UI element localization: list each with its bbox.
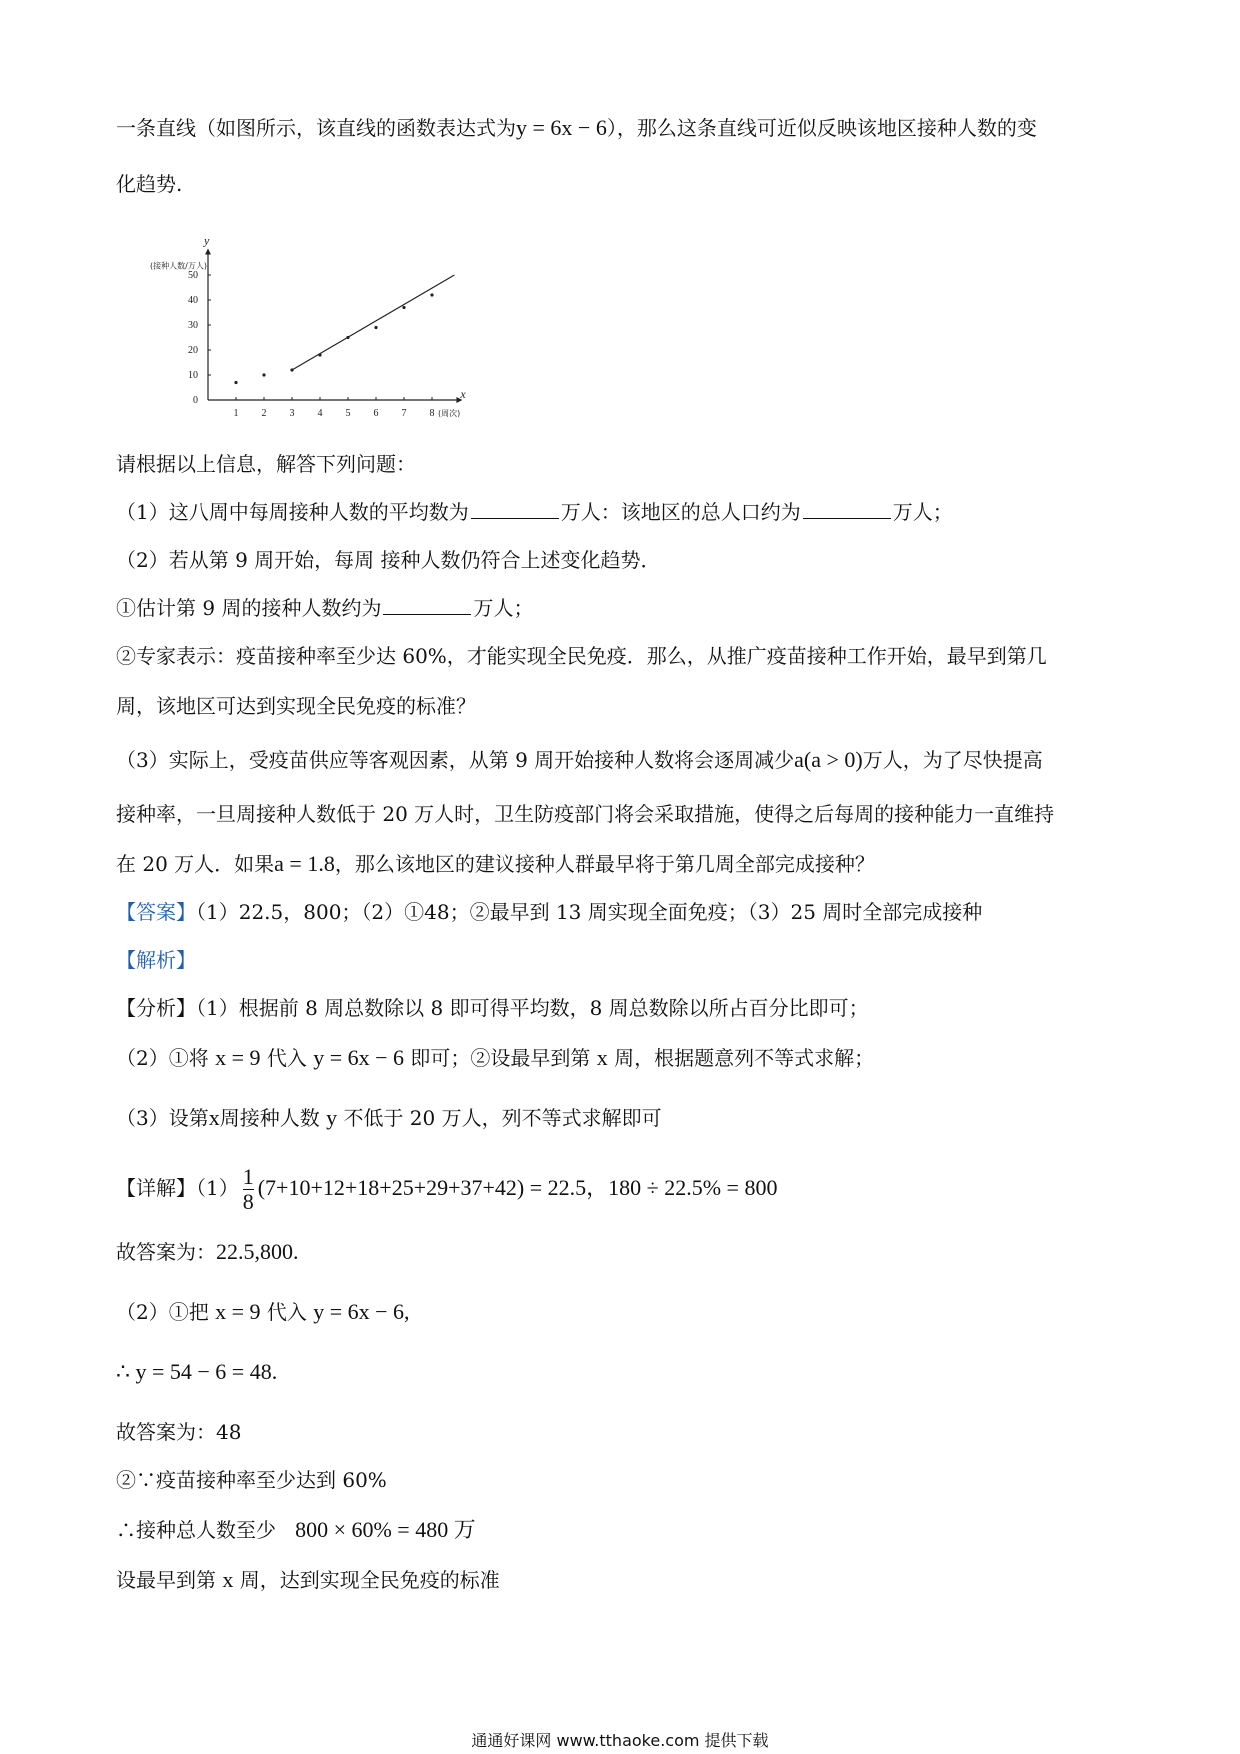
text: 不低于 20 万人，列不等式求解即可	[343, 1106, 662, 1130]
x-tick-label: 6	[373, 408, 379, 419]
answer-blank	[383, 596, 471, 615]
detail-answer-1	[116, 1240, 299, 1264]
text: 周接种人数	[219, 1106, 320, 1130]
text: 万人；	[892, 500, 953, 524]
question-2-2a: ②专家表示：疫苗接种率至少达 60%，才能实现全民免疫．那么，从推广疫苗接种工作开始，最早到第几	[116, 644, 1047, 668]
y-tick-label: 20	[188, 345, 198, 356]
formula: x	[208, 1105, 220, 1130]
question-2-2b: 周，该地区可达到实现全民免疫的标准？	[116, 694, 476, 718]
formula: x = 9	[215, 1045, 261, 1070]
text: （3）设第	[116, 1106, 209, 1130]
question-1	[116, 500, 953, 524]
x-tick-label: 3	[289, 408, 295, 419]
y-axis-name: y	[204, 233, 210, 248]
y-tick-label: 50	[188, 270, 198, 281]
analysis-2	[116, 1046, 874, 1070]
detail-1	[116, 1158, 777, 1218]
text: ∴接种总人数至少	[116, 1518, 276, 1542]
formula: y = 6x − 6	[313, 1045, 405, 1070]
fraction-numerator: 1	[242, 1164, 254, 1189]
text: 周，达到实现全民免疫的标准	[239, 1568, 500, 1592]
x-tick-label: 8	[429, 408, 435, 419]
text: 代入	[266, 1300, 307, 1324]
x-tick-label: 4	[317, 408, 323, 419]
data-point	[402, 306, 405, 309]
y-tick-label: 30	[188, 320, 198, 331]
data-point	[262, 373, 265, 376]
x-tick-label: 1	[233, 408, 239, 419]
detail-4: ②∵疫苗接种率至少达到 60%	[116, 1468, 387, 1492]
trend-line	[292, 275, 454, 370]
data-point	[290, 368, 293, 371]
intro-line-1	[116, 116, 1037, 140]
detail-answer-2: 故答案为：48	[116, 1420, 242, 1444]
x-tick-label: 2	[261, 408, 267, 419]
text: （3）实际上，受疫苗供应等客观因素，从第 9 周开始接种人数将会逐周减少	[116, 748, 795, 772]
analysis-3	[116, 1106, 662, 1130]
text: 代入	[266, 1046, 307, 1070]
fraction	[243, 1165, 254, 1214]
x-axis-name: x	[460, 387, 466, 401]
text: ），那么这条直线可近似反映该地区接种人数的变	[606, 116, 1037, 140]
text: 故答案为：	[116, 1240, 216, 1264]
analysis-1: 【分析】（1）根据前 8 周总数除以 8 即可得平均数，8 周总数除以所占百分比即可；	[116, 996, 869, 1020]
question-intro: 请根据以上信息，解答下列问题：	[116, 452, 416, 476]
text: （1）这八周中每周接种人数的平均数为	[116, 500, 469, 524]
detail-label: 【详解】（1）	[116, 1176, 239, 1200]
fraction-denominator: 8	[242, 1189, 254, 1214]
text: 在 20 万人．如果	[116, 852, 275, 876]
text: 设最早到第	[116, 1568, 216, 1592]
question-3b: 接种率，一旦周接种人数低于 20 万人时，卫生防疫部门将会采取措施，使得之后每周的接种能力一直维持	[116, 802, 1055, 826]
answer-blank	[471, 500, 559, 519]
answer-text: （1）22.5，800；（2）①48；②最早到 13 周实现全面免疫；（3）25 周时全部完成接种	[196, 900, 983, 924]
y-tick-label: 10	[188, 370, 198, 381]
question-2: （2）若从第 9 周开始，每周 接种人数仍符合上述变化趋势．	[116, 548, 661, 572]
text: 万人；	[473, 596, 534, 620]
detail-5	[116, 1518, 476, 1542]
detail-2	[116, 1300, 410, 1324]
question-2-1	[116, 596, 533, 620]
formula: a(a > 0)	[794, 747, 863, 772]
analysis-label: 【解析】	[116, 948, 196, 972]
x-tick-label: 5	[345, 408, 351, 419]
question-3a	[116, 748, 1043, 772]
formula: x	[222, 1567, 234, 1592]
detail-3: ∴ y = 54 − 6 = 48.	[116, 1359, 278, 1384]
detail-6	[116, 1568, 500, 1592]
data-point	[318, 353, 321, 356]
formula: 800 × 60% = 480 万	[295, 1517, 476, 1542]
text: （2）①把	[116, 1300, 209, 1324]
data-point	[234, 381, 237, 384]
formula: (7+10+12+18+25+29+37+42) = 22.5，180 ÷ 22.5% = 800	[257, 1175, 778, 1200]
y-axis-label: (接种人数/万人)	[150, 261, 207, 271]
vaccination-chart	[148, 218, 478, 428]
answer-line	[116, 900, 982, 924]
page-footer: 通通好课网 www.tthaoke.com 提供下载	[471, 1731, 769, 1750]
answer-label: 【答案】	[116, 900, 196, 924]
answer-blank	[803, 500, 891, 519]
x-tick-label: 7	[401, 408, 407, 419]
y-axis-arrow	[205, 249, 211, 255]
text: ，那么该地区的建议接种人群最早将于第几周全部完成接种？	[334, 852, 875, 876]
text: 即可；②设最早到第	[410, 1046, 591, 1070]
intro-line-2: 化趋势.	[116, 172, 183, 196]
formula: y = 6x − 6,	[313, 1299, 410, 1324]
formula: 22.5,800.	[216, 1239, 299, 1264]
text: 万人：该地区的总人口约为	[560, 500, 801, 524]
data-point	[430, 293, 433, 296]
data-point	[374, 326, 377, 329]
y-tick-label: 0	[193, 395, 198, 406]
data-point	[346, 336, 349, 339]
text: 一条直线（如图所示，该直线的函数表达式为	[116, 116, 516, 140]
text: 周，根据题意列不等式求解；	[614, 1046, 875, 1070]
x-axis-unit: (周次)	[438, 409, 461, 418]
formula: x = 9	[215, 1299, 261, 1324]
text: 万人，为了尽快提高	[862, 748, 1043, 772]
y-tick-label: 40	[188, 295, 198, 306]
formula: y = 6x − 6	[516, 115, 607, 140]
text: （2）①将	[116, 1046, 209, 1070]
question-3c	[116, 852, 875, 876]
formula: x	[596, 1045, 608, 1070]
text: ①估计第 9 周的接种人数约为	[116, 596, 382, 620]
formula: y	[326, 1105, 338, 1130]
formula: a = 1.8	[274, 851, 335, 876]
